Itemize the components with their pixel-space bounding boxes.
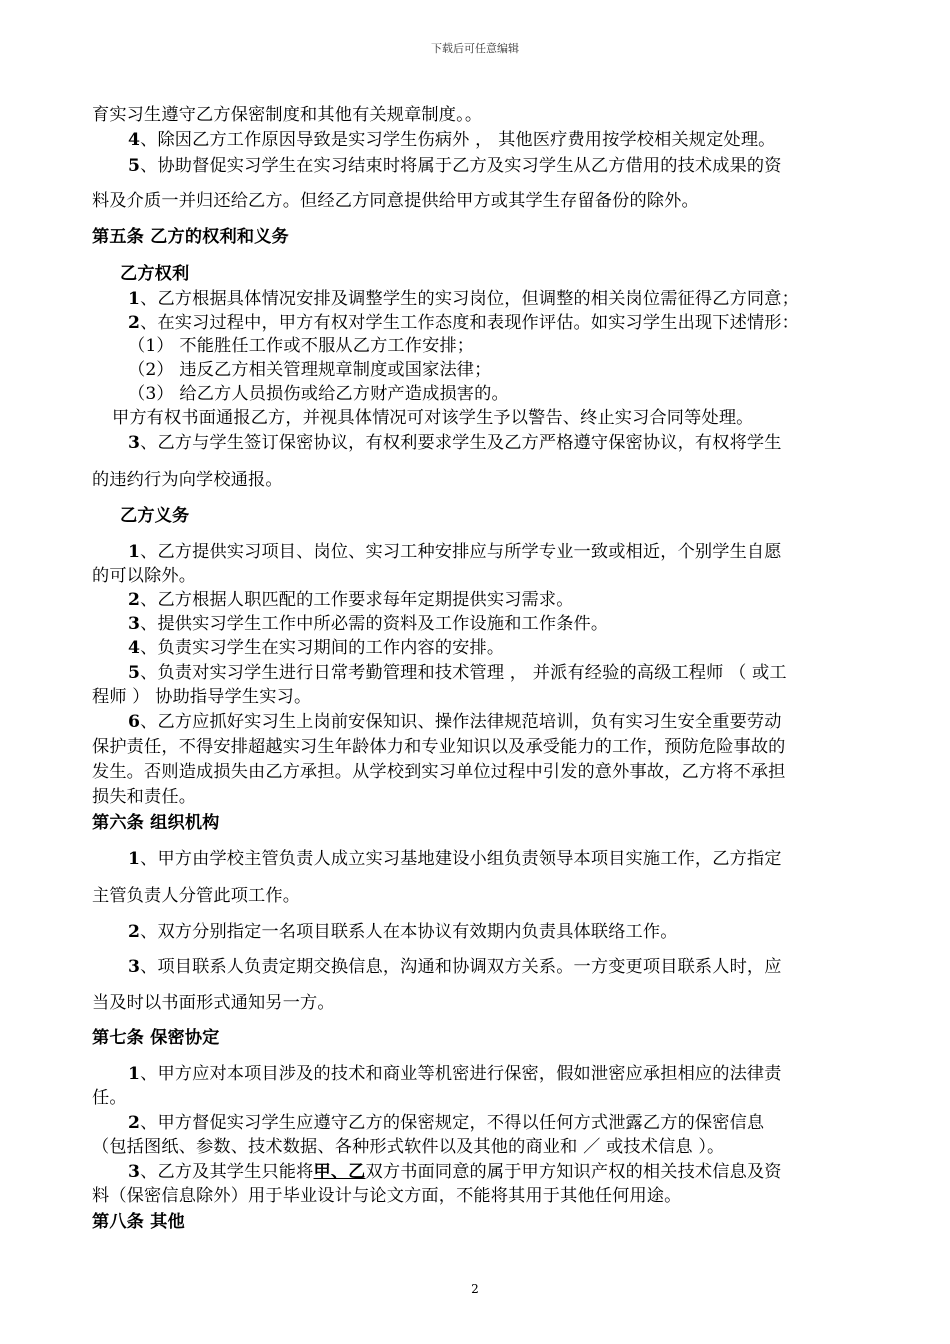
text-line: [128, 589, 574, 611]
text-run: 的可以除外。: [92, 566, 197, 586]
item-number: 2: [128, 922, 141, 942]
text-line: [128, 541, 782, 563]
item-number: 5: [128, 663, 141, 683]
text-line: [128, 1112, 764, 1134]
text-line: [128, 155, 782, 177]
item-number: 2: [128, 1113, 141, 1133]
underlined-text: 甲、乙: [313, 1162, 366, 1182]
text-line: [128, 1063, 782, 1085]
text-run: 损失和责任。: [92, 787, 197, 807]
text-run: 、在实习过程中，甲方有权对学生工作态度和表现作评估。如实习学生出现下述情形：: [140, 313, 799, 333]
item-number: 1: [128, 542, 141, 562]
section-heading: [92, 1211, 185, 1233]
text-line: [128, 613, 608, 635]
text-line: [92, 786, 196, 808]
text-run: 、乙方及其学生只能将: [140, 1162, 314, 1182]
text-run: 、甲方应对本项目涉及的技术和商业等机密进行保密，假如泄密应承担相应的法律责: [140, 1064, 782, 1084]
text-line: [112, 407, 754, 429]
text-line: [92, 565, 196, 587]
text-line: [92, 736, 786, 758]
text-run: 程师 ） 协助指导学生实习。: [92, 687, 312, 707]
text-run: 、乙方根据人职匹配的工作要求每年定期提供实习需求。: [140, 590, 574, 610]
text-line: [92, 1136, 724, 1158]
text-run: 、甲方由学校主管负责人成立实习基地建设小组负责领导本项目实施工作，乙方指定: [140, 849, 782, 869]
text-run: 、项目联系人负责定期交换信息，沟通和协调双方关系。一方变更项目联系人时，应: [140, 957, 782, 977]
text-line: [92, 992, 335, 1014]
text-line: [92, 1185, 681, 1207]
page-number: 2: [471, 1282, 479, 1296]
text-line: [128, 711, 782, 733]
text-run: 、除因乙方工作原因导致是实习学生伤病外 ， 其他医疗费用按学校相关规定处理。: [140, 130, 776, 150]
item-number: 4: [128, 638, 141, 658]
text-run: 双方书面同意的属于甲方知识产权的相关技术信息及资: [365, 1162, 782, 1182]
page-header: 下载后可任意编辑: [431, 42, 519, 55]
text-line: [92, 190, 699, 212]
item-number: 6: [128, 712, 141, 732]
text-run: （3） 给乙方人员损伤或给乙方财产造成损害的。: [128, 384, 509, 404]
section-heading: [92, 1027, 220, 1049]
section-heading: [92, 226, 289, 248]
text-run: （1） 不能胜任工作或不服从乙方工作安排；: [128, 336, 475, 356]
text-run: 的违约行为向学校通报。: [92, 470, 283, 490]
text-run: 发生。否则造成损失由乙方承担。从学校到实习单位过程中引发的意外事故，乙方将不承担: [92, 762, 786, 782]
section-heading: [120, 263, 189, 285]
text-run: 第七条 保密协定: [92, 1028, 220, 1048]
text-line: [92, 469, 283, 491]
text-run: 育实习生遵守乙方保密制度和其他有关规章制度。。: [92, 105, 483, 125]
item-number: 1: [128, 849, 141, 869]
text-run: 乙方义务: [120, 506, 190, 526]
text-run: 保护责任，不得安排超越实习生年龄体力和专业知识以及承受能力的工作，预防危险事故的: [92, 737, 786, 757]
text-run: （包括图纸、参数、技术数据、各种形式软件以及其他的商业和 ／ 或技术信息 ）。: [92, 1137, 725, 1157]
text-run: 、双方分别指定一名项目联系人在本协议有效期内负责具体联络工作。: [140, 922, 678, 942]
text-run: 乙方权利: [120, 264, 190, 284]
text-line: [128, 662, 787, 684]
item-number: 4: [128, 130, 141, 150]
text-run: 料（保密信息除外）用于毕业设计与论文方面，不能将其用于其他任何用途。: [92, 1186, 682, 1206]
text-line: [128, 432, 782, 454]
text-line: [128, 1161, 782, 1183]
item-number: 3: [128, 957, 141, 977]
text-run: 任。: [92, 1088, 127, 1108]
text-run: 、负责对实习学生进行日常考勤管理和技术管理 ， 并派有经验的高级工程师 （ 或工: [140, 663, 787, 683]
text-run: 、协助督促实习学生在实习结束时将属于乙方及实习学生从乙方借用的技术成果的资: [140, 156, 782, 176]
text-line: [128, 921, 678, 943]
text-run: 第五条 乙方的权利和义务: [92, 227, 289, 247]
text-run: 料及介质一并归还给乙方。但经乙方同意提供给甲方或其学生存留备份的除外。: [92, 191, 699, 211]
text-line: [92, 761, 786, 783]
text-run: 第八条 其他: [92, 1212, 185, 1232]
section-heading: [120, 505, 189, 527]
text-run: 甲方有权书面通报乙方，并视具体情况可对该学生予以警告、终止实习合同等处理。: [112, 408, 754, 428]
text-run: 、甲方督促实习学生应遵守乙方的保密规定，不得以任何方式泄露乙方的保密信息: [140, 1113, 765, 1133]
text-run: 、乙方与学生签订保密协议，有权利要求学生及乙方严格遵守保密协议，有权将学生: [140, 433, 782, 453]
text-run: 当及时以书面形式通知另一方。: [92, 993, 335, 1013]
text-run: 、乙方根据具体情况安排及调整学生的实习岗位，但调整的相关岗位需征得乙方同意；: [140, 289, 799, 309]
section-heading: [92, 812, 220, 834]
item-number: 2: [128, 590, 141, 610]
item-number: 3: [128, 614, 141, 634]
text-run: 、负责实习学生在实习期间的工作内容的安排。: [140, 638, 505, 658]
text-line: [92, 1087, 127, 1109]
text-line: [128, 956, 782, 978]
text-run: 、乙方应抓好实习生上岗前安保知识、操作法律规范培训，负有实习生安全重要劳动: [140, 712, 782, 732]
text-line: [128, 288, 799, 310]
text-line: [92, 885, 300, 907]
text-run: 、提供实习学生工作中所必需的资料及工作设施和工作条件。: [140, 614, 609, 634]
item-number: 3: [128, 1162, 141, 1182]
text-line: [128, 312, 799, 334]
text-run: （2） 违反乙方相关管理规章制度或国家法律；: [128, 360, 492, 380]
item-number: 3: [128, 433, 141, 453]
text-line: [128, 129, 776, 151]
text-line: [128, 383, 509, 405]
text-line: [128, 359, 491, 381]
text-line: [128, 335, 474, 357]
item-number: 1: [128, 1064, 141, 1084]
text-run: 、乙方提供实习项目、岗位、实习工种安排应与所学专业一致或相近，个别学生自愿: [140, 542, 782, 562]
text-run: 主管负责人分管此项工作。: [92, 886, 301, 906]
text-line: [92, 686, 311, 708]
item-number: 5: [128, 156, 141, 176]
text-line: [128, 848, 782, 870]
text-line: [92, 104, 482, 126]
item-number: 1: [128, 289, 141, 309]
text-run: 第六条 组织机构: [92, 813, 220, 833]
text-line: [128, 637, 504, 659]
item-number: 2: [128, 313, 141, 333]
